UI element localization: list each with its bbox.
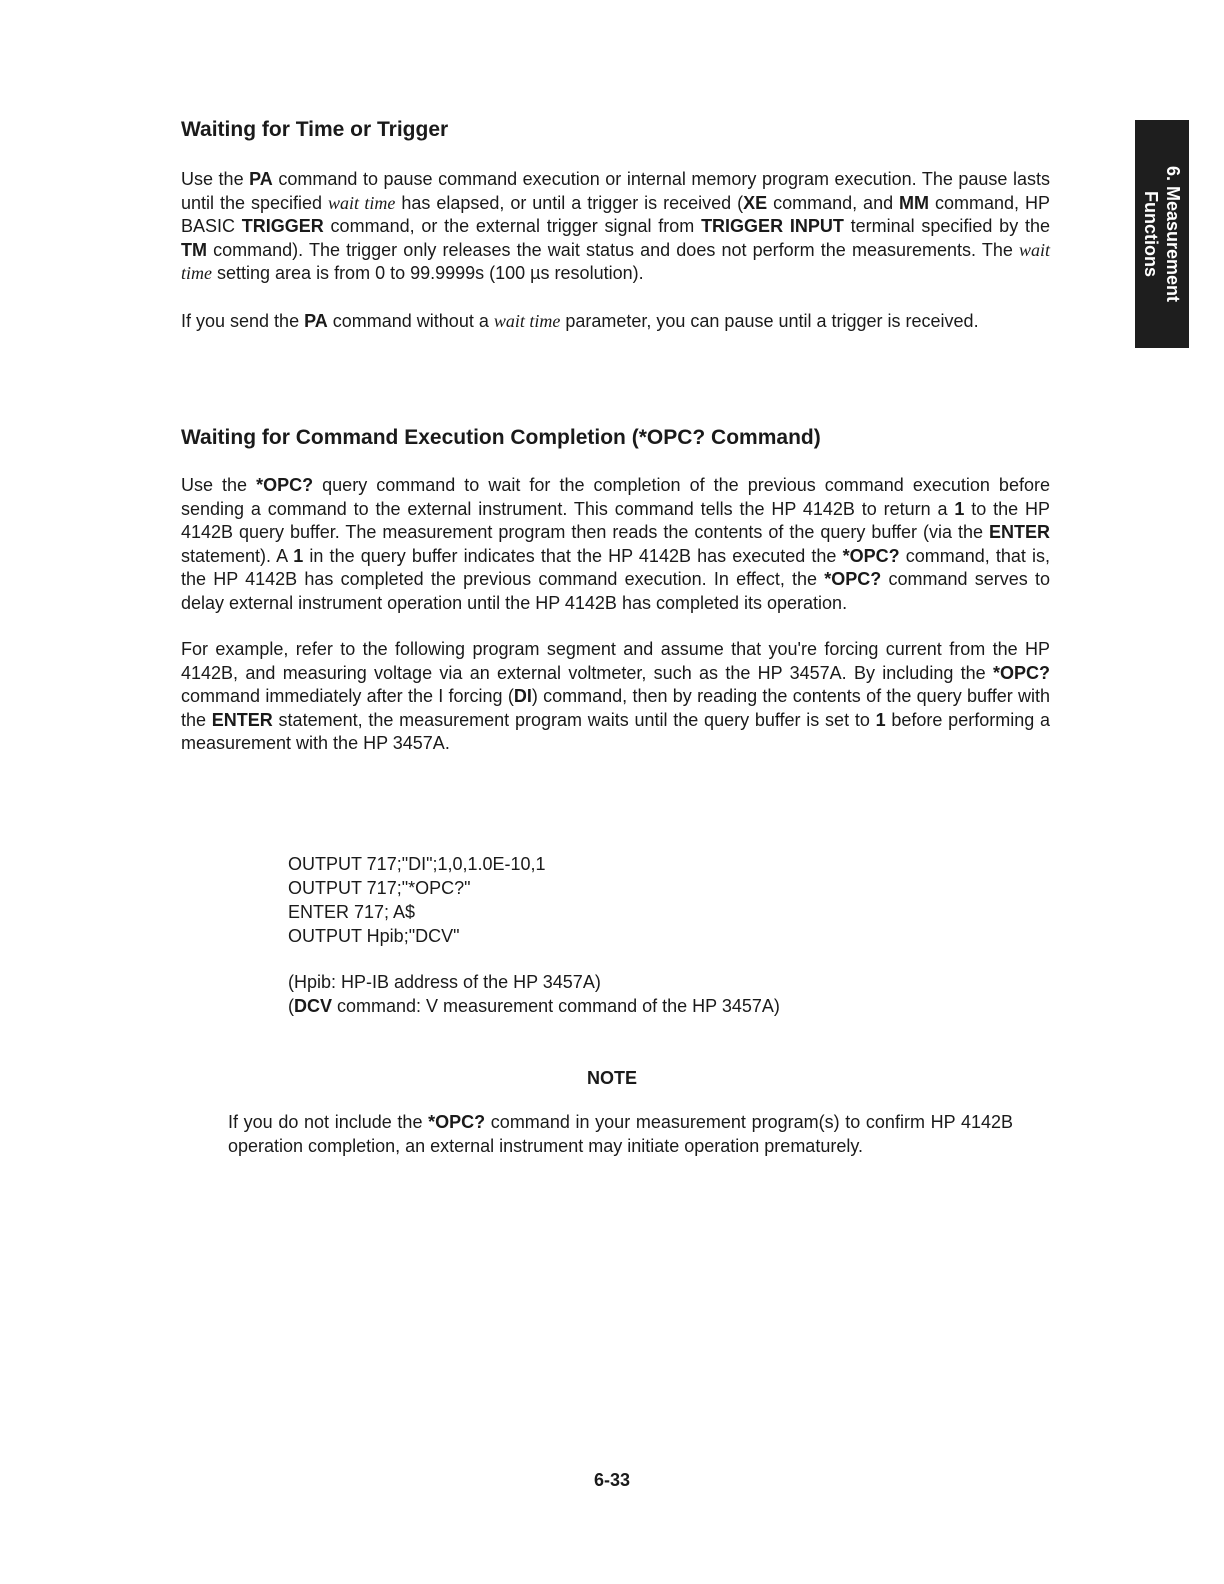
text-run: command immediately after the I forcing ( [181, 686, 514, 706]
bold-term: 1 [293, 545, 304, 566]
bold-term: *OPC? [842, 545, 900, 566]
bold-term: *OPC? [256, 475, 314, 495]
text-run: If you send the [181, 310, 305, 331]
paragraph [181, 638, 1050, 756]
note-body [228, 1111, 1013, 1158]
bold-term: 1 [954, 498, 965, 519]
bold-term: MM [899, 192, 930, 213]
text-run: command in your measurement program(s) to confirm HP 4142B operation completion, an external instrument may initiate operation prematurely. [228, 1112, 1013, 1156]
text-run: command, or the external trigger signal from [323, 216, 702, 236]
text-run: command). The trigger only releases the wait status and does not perform the measurements. The [207, 239, 1019, 260]
annotation-line [288, 970, 988, 994]
section-heading: Waiting for Command Execution Completion (*OPC? Command) [181, 426, 821, 449]
program-segment [288, 852, 888, 948]
text-run: statement, the measurement program waits until the query buffer is set to [272, 709, 876, 730]
text-run: command, and [767, 192, 900, 213]
text-run: terminal specified by the [843, 216, 1050, 236]
chapter-tab-label: 6. Measurement Functions [1141, 165, 1183, 303]
code-line: OUTPUT Hpib;"DCV" [288, 926, 460, 946]
text-run: statement). A [181, 545, 294, 566]
note-title: NOTE [586, 1068, 637, 1088]
text-run: command: V measurement command of the HP 3457A) [332, 996, 780, 1016]
text-run: in the query buffer indicates that the HP 4142B has executed the [303, 545, 843, 566]
bold-term: TM [181, 239, 207, 260]
bold-term: *OPC? [824, 569, 882, 589]
bold-term: TRIGGER INPUT [701, 216, 844, 236]
bold-term: DI [513, 686, 532, 706]
bold-term: PA [249, 169, 273, 189]
code-line: ENTER 717; A$ [288, 902, 416, 922]
text-run: command, HP BASIC [181, 192, 1050, 236]
page-number: 6-33 [593, 1470, 631, 1490]
text-run: If you do not include the [228, 1112, 429, 1132]
section-opc-command [181, 424, 1050, 756]
paragraph [181, 310, 1050, 334]
paragraph [181, 474, 1050, 615]
section-time-trigger [181, 116, 1050, 333]
bold-term: 1 [875, 709, 886, 730]
text-run: Use the [181, 169, 250, 189]
text-run: ) command, then by reading the contents of the query buffer with the [181, 686, 1050, 730]
text-run: For example, refer to the following program segment and assume that you're forcing current from the HP 4142B, and measuring voltage via an external voltmeter, such as the HP 3457A. By including the [181, 639, 1050, 683]
bold-term: *OPC? [428, 1112, 486, 1132]
italic-term: wait time [181, 239, 1050, 283]
section-heading: Waiting for Time or Trigger [181, 118, 449, 141]
bold-term: *OPC? [992, 662, 1050, 683]
annotation-line [288, 994, 988, 1018]
text-run: command serves to delay external instrument operation until the HP 4142B has completed its operation. [181, 569, 1050, 613]
text-run: setting area is from 0 to 99.9999s (100 µs resolution). [212, 263, 644, 283]
bold-term: TRIGGER [241, 216, 324, 236]
italic-term: wait time [493, 310, 561, 331]
text-run: (Hpib: HP-IB address of the HP 3457A) [288, 972, 601, 992]
code-annotations [288, 970, 988, 1018]
text-run: has elapsed, or until a trigger is received ( [395, 192, 744, 213]
code-line: OUTPUT 717;"*OPC?" [288, 878, 471, 898]
bold-term: ENTER [988, 522, 1050, 542]
italic-term: wait time [327, 192, 396, 213]
chapter-side-tab [1135, 120, 1189, 348]
text-run: command to pause command execution or internal memory program execution. The pause lasts until the specified [181, 169, 1050, 213]
code-line: OUTPUT 717;"DI";1,0,1.0E-10,1 [288, 854, 546, 874]
text-run: command without a [327, 310, 494, 331]
bold-term: XE [743, 192, 768, 213]
text-run: before performing a measurement with the HP 3457A. [181, 709, 1050, 753]
text-run: to the HP 4142B query buffer. The measurement program then reads the contents of the query buffer (via the [181, 498, 1050, 542]
bold-term: DCV [294, 996, 333, 1016]
text-run: parameter, you can pause until a trigger is received. [560, 310, 979, 331]
text-run: command, that is, the HP 4142B has completed the previous command execution. In effect, the [181, 545, 1050, 589]
text-run: ( [288, 996, 294, 1016]
bold-term: ENTER [211, 709, 273, 730]
paragraph [181, 168, 1050, 286]
bold-term: PA [304, 310, 328, 331]
text-run: query command to wait for the completion of the previous command execution before sending a command to the external instrument. This command tells the HP 4142B to return a [181, 475, 1050, 519]
text-run: Use the [181, 475, 257, 495]
